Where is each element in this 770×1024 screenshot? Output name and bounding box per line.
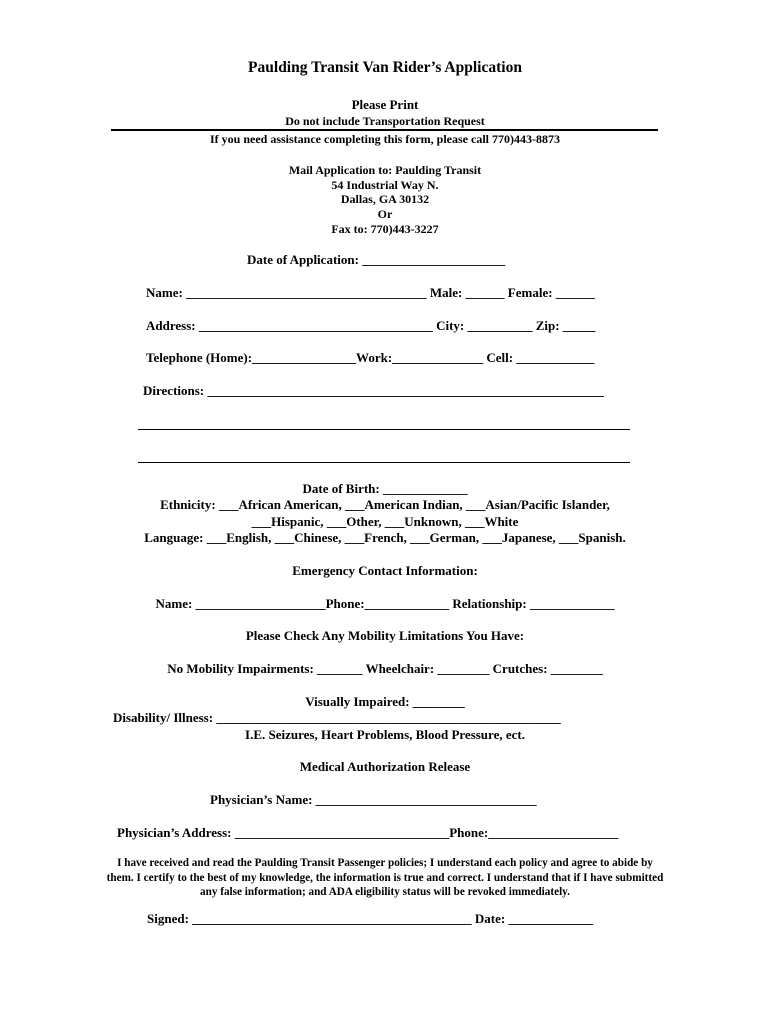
visually-impaired-field[interactable]: Visually Impaired: ________	[305, 694, 465, 709]
directions-line-2[interactable]	[138, 429, 630, 430]
ethnicity-row-2[interactable]: ___Hispanic, ___Other, ___Unknown, ___White	[251, 514, 519, 529]
disability-field[interactable]: Disability/ Illness: _____________________________________________________	[113, 710, 561, 725]
mail-line-3: Dallas, GA 30132	[340, 192, 430, 206]
fax-line: Fax to: 770)443-3227	[331, 222, 439, 236]
disability-examples: I.E. Seizures, Heart Problems, Blood Pressure, ect.	[245, 727, 525, 742]
mail-line-1: Mail Application to: Paulding Transit	[288, 163, 482, 177]
signature-row[interactable]: Signed: ___________________________________________ Date: _____________	[147, 911, 593, 926]
ethnicity-row-1[interactable]: Ethnicity: ___African American, ___American Indian, ___Asian/Pacific Islander,	[160, 497, 610, 512]
mail-line-4: Or	[377, 207, 393, 221]
name-gender-row[interactable]: Name: _____________________________________ Male: ______ Female: ______	[146, 285, 595, 300]
assistance-note: If you need assistance completing this form, please call 770)443-8873	[210, 132, 560, 146]
emergency-heading: Emergency Contact Information:	[292, 563, 478, 578]
emergency-contact-row[interactable]: Name: ____________________Phone:_____________ Relationship: _____________	[155, 596, 615, 611]
date-of-birth-field[interactable]: Date of Birth: _____________	[302, 481, 468, 496]
directions-field[interactable]: Directions: _____________________________________________________________	[143, 383, 604, 398]
please-print-label: Please Print	[351, 97, 419, 112]
mobility-row[interactable]: No Mobility Impairments: _______ Wheelchair: ________ Crutches: ________	[167, 661, 603, 676]
mobility-heading: Please Check Any Mobility Limitations You Have:	[245, 628, 525, 643]
directions-line-3[interactable]	[138, 462, 630, 463]
header-divider	[111, 129, 658, 131]
address-row[interactable]: Address: ____________________________________ City: __________ Zip: _____	[146, 318, 596, 333]
language-row[interactable]: Language: ___English, ___Chinese, ___French, ___German, ___Japanese, ___Spanish.	[144, 530, 626, 545]
telephone-row[interactable]: Telephone (Home):________________Work:______________ Cell: ____________	[146, 350, 595, 365]
certification-statement: I have received and read the Paulding Transit Passenger policies; I understand each policy and agree to abide by them. I certify to the best of my knowledge, the information is true and correct. I understand that if I have submitted any false information; and ADA eligibility status will be revoked immediately.	[106, 857, 664, 898]
physician-name-field[interactable]: Physician’s Name: __________________________________	[210, 792, 537, 807]
do-not-include-note: Do not include Transportation Request	[285, 114, 485, 128]
physician-address-row[interactable]: Physician’s Address: _________________________________Phone:____________________	[117, 825, 619, 840]
form-title: Paulding Transit Van Rider’s Application	[248, 59, 522, 76]
date-of-application-field[interactable]: Date of Application: ______________________	[247, 252, 506, 267]
mail-line-2: 54 Industrial Way N.	[331, 178, 439, 192]
medical-heading: Medical Authorization Release	[299, 759, 471, 774]
